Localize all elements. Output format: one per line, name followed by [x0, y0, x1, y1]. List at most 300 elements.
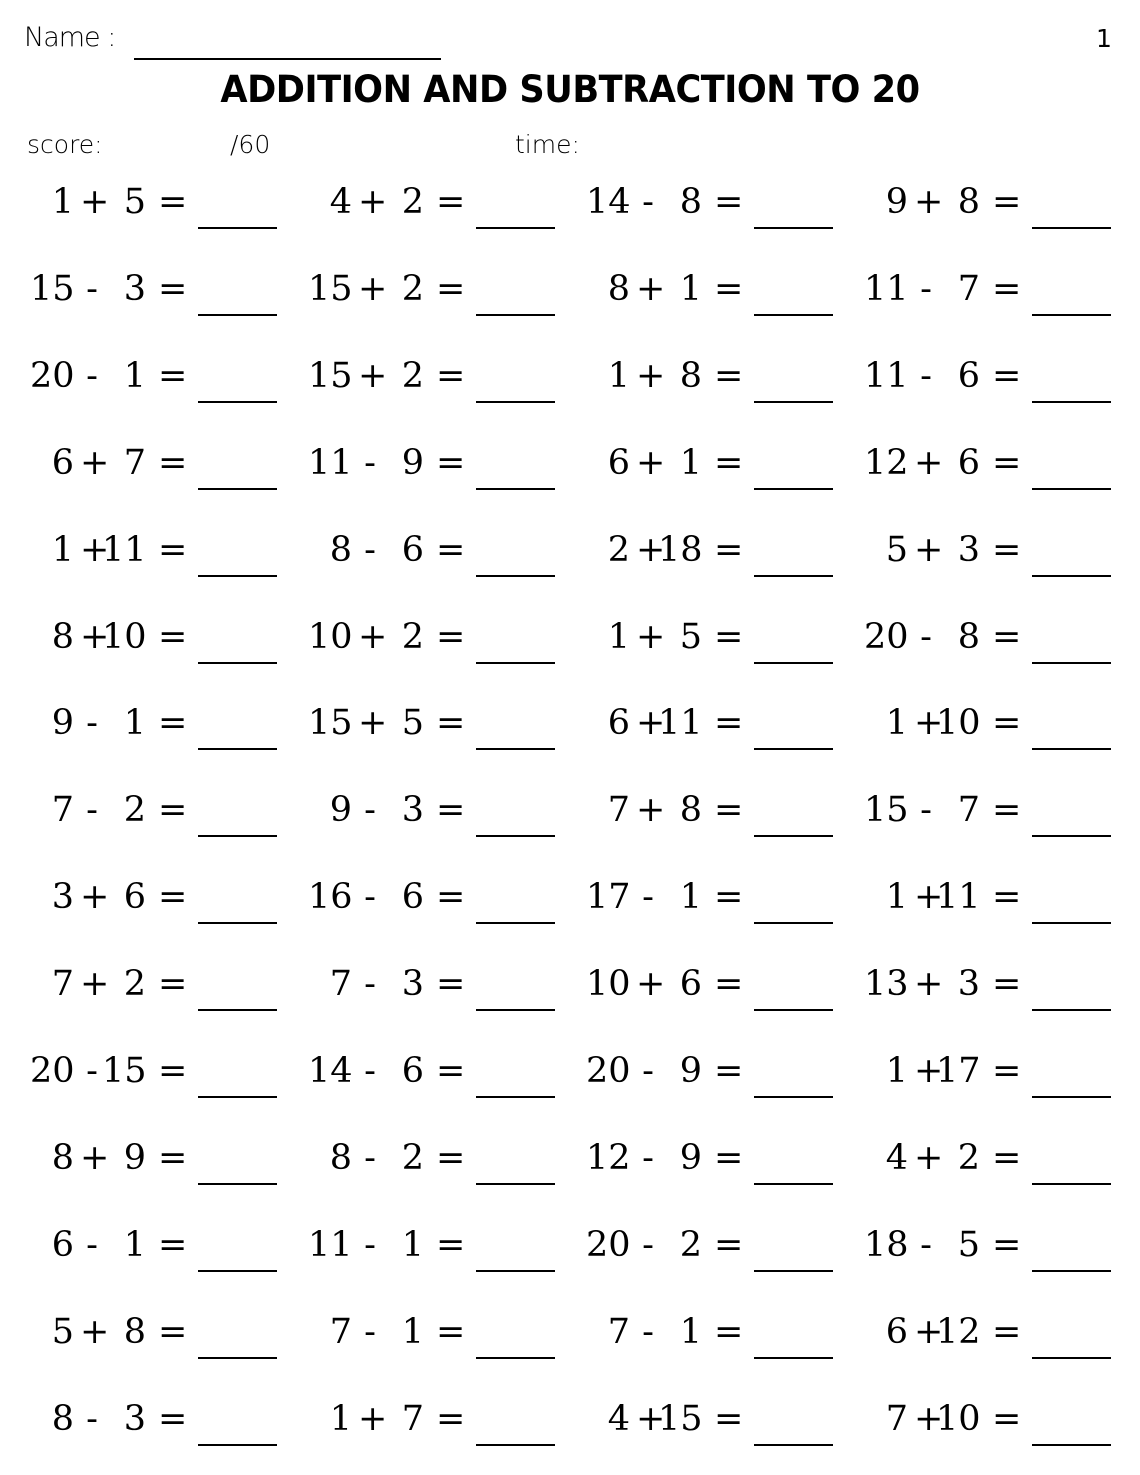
equals-sign: = [714, 1138, 744, 1178]
answer-blank[interactable] [198, 1357, 277, 1359]
operator: + [358, 1399, 388, 1439]
answer-blank[interactable] [198, 922, 277, 924]
second-operand: 7 [123, 443, 146, 483]
first-operand: 8 [329, 530, 352, 570]
second-operand: 11 [102, 530, 147, 570]
operator: + [80, 443, 110, 483]
first-operand: 15 [30, 269, 75, 309]
math-problem [864, 1387, 1140, 1447]
math-problem [308, 344, 586, 404]
problem-row [0, 257, 1140, 317]
answer-blank[interactable] [476, 1009, 555, 1011]
math-problem [30, 344, 308, 404]
answer-blank[interactable] [198, 401, 277, 403]
first-operand: 6 [607, 703, 630, 743]
operator: + [636, 443, 666, 483]
equals-sign: = [436, 443, 466, 483]
second-operand: 7 [957, 790, 980, 830]
answer-blank[interactable] [198, 835, 277, 837]
math-problem [308, 1300, 586, 1360]
answer-blank[interactable] [1032, 1096, 1111, 1098]
equals-sign: = [714, 443, 744, 483]
answer-blank[interactable] [476, 1270, 555, 1272]
first-operand: 6 [885, 1312, 908, 1352]
math-problem [308, 518, 586, 578]
math-problem [30, 605, 308, 665]
answer-blank[interactable] [476, 488, 555, 490]
first-operand: 7 [885, 1399, 908, 1439]
first-operand: 7 [51, 964, 74, 1004]
equals-sign: = [714, 790, 744, 830]
second-operand: 5 [957, 1225, 980, 1265]
math-problem [308, 170, 586, 230]
equals-sign: = [158, 269, 188, 309]
operator: - [920, 790, 932, 830]
operator: - [642, 877, 654, 917]
problem-row [0, 952, 1140, 1012]
first-operand: 12 [864, 443, 909, 483]
answer-blank[interactable] [1032, 748, 1111, 750]
math-problem [30, 1387, 308, 1447]
worksheet-title: ADDITION AND SUBTRACTION TO 20 [220, 68, 920, 111]
answer-blank[interactable] [198, 1444, 277, 1446]
second-operand: 9 [679, 1051, 702, 1091]
problem-row [0, 518, 1140, 578]
second-operand: 17 [936, 1051, 981, 1091]
second-operand: 10 [936, 1399, 981, 1439]
second-operand: 8 [679, 790, 702, 830]
problem-row [0, 778, 1140, 838]
first-operand: 15 [308, 269, 353, 309]
math-problem [30, 1213, 308, 1273]
answer-blank[interactable] [754, 1444, 833, 1446]
first-operand: 8 [329, 1138, 352, 1178]
equals-sign: = [992, 1138, 1022, 1178]
answer-blank[interactable] [1032, 1183, 1111, 1185]
first-operand: 6 [51, 443, 74, 483]
math-problem [864, 1039, 1140, 1099]
answer-blank[interactable] [1032, 1444, 1111, 1446]
equals-sign: = [436, 1225, 466, 1265]
operator: - [364, 877, 376, 917]
operator: + [358, 703, 388, 743]
first-operand: 14 [586, 182, 631, 222]
problem-row [0, 1300, 1140, 1360]
second-operand: 1 [679, 877, 702, 917]
math-problem [864, 344, 1140, 404]
first-operand: 3 [51, 877, 74, 917]
math-problem [308, 605, 586, 665]
second-operand: 18 [658, 530, 703, 570]
answer-blank[interactable] [476, 1444, 555, 1446]
math-problem [308, 1039, 586, 1099]
equals-sign: = [992, 617, 1022, 657]
answer-blank[interactable] [198, 1096, 277, 1098]
math-problem [586, 865, 864, 925]
math-problem [30, 170, 308, 230]
first-operand: 1 [885, 703, 908, 743]
first-operand: 1 [51, 182, 74, 222]
first-operand: 15 [864, 790, 909, 830]
answer-blank[interactable] [198, 314, 277, 316]
first-operand: 7 [607, 1312, 630, 1352]
operator: - [642, 1225, 654, 1265]
first-operand: 11 [864, 356, 909, 396]
operator: + [914, 1138, 944, 1178]
answer-blank[interactable] [1032, 227, 1111, 229]
first-operand: 11 [308, 443, 353, 483]
first-operand: 20 [864, 617, 909, 657]
equals-sign: = [992, 182, 1022, 222]
second-operand: 8 [123, 1312, 146, 1352]
math-problem [864, 778, 1140, 838]
second-operand: 8 [679, 356, 702, 396]
first-operand: 10 [308, 617, 353, 657]
math-problem [308, 1387, 586, 1447]
answer-blank[interactable] [1032, 488, 1111, 490]
second-operand: 6 [957, 356, 980, 396]
second-operand: 3 [123, 1399, 146, 1439]
equals-sign: = [714, 356, 744, 396]
second-operand: 1 [679, 269, 702, 309]
second-operand: 9 [401, 443, 424, 483]
math-problem [864, 170, 1140, 230]
first-operand: 6 [607, 443, 630, 483]
first-operand: 13 [864, 964, 909, 1004]
answer-blank[interactable] [198, 1270, 277, 1272]
equals-sign: = [992, 443, 1022, 483]
equals-sign: = [436, 530, 466, 570]
answer-blank[interactable] [754, 401, 833, 403]
equals-sign: = [158, 530, 188, 570]
equals-sign: = [714, 703, 744, 743]
first-operand: 11 [864, 269, 909, 309]
second-operand: 3 [957, 964, 980, 1004]
problem-row [0, 605, 1140, 665]
name-label: Name : [24, 22, 116, 53]
answer-blank[interactable] [476, 835, 555, 837]
first-operand: 18 [864, 1225, 909, 1265]
equals-sign: = [436, 877, 466, 917]
operator: + [80, 617, 110, 657]
answer-blank[interactable] [754, 922, 833, 924]
operator: - [86, 356, 98, 396]
first-operand: 1 [607, 356, 630, 396]
answer-blank[interactable] [198, 1009, 277, 1011]
math-problem [308, 865, 586, 925]
answer-blank[interactable] [754, 748, 833, 750]
math-problem [586, 691, 864, 751]
second-operand: 1 [679, 443, 702, 483]
second-operand: 2 [401, 356, 424, 396]
answer-blank[interactable] [198, 1183, 277, 1185]
first-operand: 8 [51, 1399, 74, 1439]
answer-blank[interactable] [754, 488, 833, 490]
problem-row [0, 1126, 1140, 1186]
operator: + [80, 1138, 110, 1178]
equals-sign: = [714, 530, 744, 570]
equals-sign: = [992, 877, 1022, 917]
second-operand: 2 [401, 1138, 424, 1178]
answer-blank[interactable] [754, 1009, 833, 1011]
math-problem [586, 518, 864, 578]
operator: + [914, 182, 944, 222]
equals-sign: = [436, 1051, 466, 1091]
answer-blank[interactable] [1032, 1357, 1111, 1359]
second-operand: 12 [936, 1312, 981, 1352]
second-operand: 11 [936, 877, 981, 917]
operator: - [86, 1399, 98, 1439]
first-operand: 7 [329, 1312, 352, 1352]
equals-sign: = [158, 790, 188, 830]
first-operand: 8 [51, 1138, 74, 1178]
operator: - [364, 1225, 376, 1265]
second-operand: 2 [957, 1138, 980, 1178]
equals-sign: = [992, 703, 1022, 743]
second-operand: 1 [123, 1225, 146, 1265]
problem-row [0, 1213, 1140, 1273]
operator: - [364, 964, 376, 1004]
answer-blank[interactable] [476, 227, 555, 229]
answer-blank[interactable] [1032, 575, 1111, 577]
answer-blank[interactable] [476, 401, 555, 403]
math-problem [586, 778, 864, 838]
second-operand: 2 [401, 269, 424, 309]
operator: + [636, 1399, 666, 1439]
second-operand: 6 [401, 1051, 424, 1091]
operator: - [642, 1138, 654, 1178]
operator: - [86, 1051, 98, 1091]
first-operand: 20 [30, 1051, 75, 1091]
equals-sign: = [992, 964, 1022, 1004]
equals-sign: = [158, 1399, 188, 1439]
second-operand: 3 [401, 790, 424, 830]
first-operand: 4 [885, 1138, 908, 1178]
operator: - [86, 790, 98, 830]
equals-sign: = [436, 1399, 466, 1439]
second-operand: 6 [957, 443, 980, 483]
operator: + [80, 1312, 110, 1352]
first-operand: 15 [308, 703, 353, 743]
answer-blank[interactable] [754, 227, 833, 229]
answer-blank[interactable] [754, 835, 833, 837]
answer-blank[interactable] [476, 575, 555, 577]
math-problem [586, 1387, 864, 1447]
first-operand: 20 [30, 356, 75, 396]
score-total: /60 [230, 130, 271, 159]
answer-blank[interactable] [754, 1183, 833, 1185]
equals-sign: = [992, 790, 1022, 830]
equals-sign: = [158, 703, 188, 743]
second-operand: 15 [102, 1051, 147, 1091]
answer-blank[interactable] [476, 922, 555, 924]
problem-row [0, 691, 1140, 751]
answer-blank[interactable] [198, 227, 277, 229]
math-problem [864, 952, 1140, 1012]
equals-sign: = [714, 1399, 744, 1439]
math-problem [30, 691, 308, 751]
math-problem [586, 952, 864, 1012]
second-operand: 7 [957, 269, 980, 309]
equals-sign: = [992, 530, 1022, 570]
first-operand: 16 [308, 877, 353, 917]
second-operand: 3 [957, 530, 980, 570]
first-operand: 7 [607, 790, 630, 830]
equals-sign: = [714, 269, 744, 309]
equals-sign: = [436, 1312, 466, 1352]
first-operand: 6 [51, 1225, 74, 1265]
time-label: time: [515, 130, 580, 159]
math-problem [308, 778, 586, 838]
equals-sign: = [714, 617, 744, 657]
math-problem [308, 952, 586, 1012]
math-problem [864, 1126, 1140, 1186]
first-operand: 4 [607, 1399, 630, 1439]
answer-blank[interactable] [1032, 662, 1111, 664]
math-problem [30, 431, 308, 491]
math-problem [864, 257, 1140, 317]
operator: - [364, 1138, 376, 1178]
equals-sign: = [992, 356, 1022, 396]
page-number: 1 [1096, 24, 1112, 53]
first-operand: 1 [885, 877, 908, 917]
second-operand: 2 [123, 964, 146, 1004]
math-problem [586, 605, 864, 665]
second-operand: 2 [401, 182, 424, 222]
math-problem [586, 257, 864, 317]
equals-sign: = [436, 964, 466, 1004]
first-operand: 5 [885, 530, 908, 570]
answer-blank[interactable] [476, 662, 555, 664]
operator: + [914, 964, 944, 1004]
answer-blank[interactable] [198, 662, 277, 664]
second-operand: 3 [401, 964, 424, 1004]
operator: + [80, 182, 110, 222]
answer-blank[interactable] [1032, 1270, 1111, 1272]
first-operand: 1 [607, 617, 630, 657]
operator: + [914, 877, 944, 917]
operator: - [920, 617, 932, 657]
second-operand: 8 [679, 182, 702, 222]
answer-blank[interactable] [476, 314, 555, 316]
second-operand: 9 [679, 1138, 702, 1178]
operator: - [364, 530, 376, 570]
equals-sign: = [158, 1225, 188, 1265]
math-problem [30, 1300, 308, 1360]
answer-blank[interactable] [1032, 835, 1111, 837]
second-operand: 5 [401, 703, 424, 743]
equals-sign: = [436, 617, 466, 657]
answer-blank[interactable] [198, 748, 277, 750]
operator: - [642, 1051, 654, 1091]
math-problem [864, 865, 1140, 925]
problem-row [0, 865, 1140, 925]
first-operand: 1 [329, 1399, 352, 1439]
answer-blank[interactable] [198, 488, 277, 490]
first-operand: 9 [329, 790, 352, 830]
operator: + [80, 530, 110, 570]
operator: + [80, 964, 110, 1004]
second-operand: 6 [401, 877, 424, 917]
math-problem [864, 691, 1140, 751]
second-operand: 2 [123, 790, 146, 830]
problem-row [0, 170, 1140, 230]
second-operand: 2 [679, 1225, 702, 1265]
first-operand: 1 [51, 530, 74, 570]
equals-sign: = [158, 1312, 188, 1352]
operator: + [358, 617, 388, 657]
operator: + [914, 1051, 944, 1091]
answer-blank[interactable] [1032, 314, 1111, 316]
math-problem [864, 605, 1140, 665]
second-operand: 1 [123, 703, 146, 743]
operator: - [86, 703, 98, 743]
first-operand: 20 [586, 1051, 631, 1091]
problem-row [0, 1039, 1140, 1099]
equals-sign: = [992, 1399, 1022, 1439]
answer-blank[interactable] [754, 314, 833, 316]
math-problem [308, 1126, 586, 1186]
equals-sign: = [714, 182, 744, 222]
operator: - [364, 1312, 376, 1352]
answer-blank[interactable] [754, 662, 833, 664]
operator: - [920, 356, 932, 396]
equals-sign: = [992, 1312, 1022, 1352]
answer-blank[interactable] [754, 575, 833, 577]
answer-blank[interactable] [1032, 1009, 1111, 1011]
math-problem [586, 1213, 864, 1273]
equals-sign: = [436, 1138, 466, 1178]
first-operand: 15 [308, 356, 353, 396]
operator: + [636, 964, 666, 1004]
equals-sign: = [158, 617, 188, 657]
equals-sign: = [436, 790, 466, 830]
equals-sign: = [992, 1051, 1022, 1091]
answer-blank[interactable] [476, 1357, 555, 1359]
answer-blank[interactable] [754, 1096, 833, 1098]
answer-blank[interactable] [476, 1183, 555, 1185]
equals-sign: = [158, 1051, 188, 1091]
operator: + [80, 877, 110, 917]
equals-sign: = [992, 269, 1022, 309]
operator: + [914, 1399, 944, 1439]
first-operand: 9 [51, 703, 74, 743]
operator: + [914, 703, 944, 743]
answer-blank[interactable] [1032, 401, 1111, 403]
second-operand: 1 [679, 1312, 702, 1352]
math-problem [586, 1300, 864, 1360]
first-operand: 2 [607, 530, 630, 570]
answer-blank[interactable] [198, 575, 277, 577]
equals-sign: = [714, 964, 744, 1004]
name-answer-line[interactable] [134, 58, 441, 60]
operator: - [364, 443, 376, 483]
answer-blank[interactable] [476, 748, 555, 750]
operator: + [636, 269, 666, 309]
second-operand: 1 [401, 1225, 424, 1265]
score-label: score: [27, 130, 103, 159]
operator: - [920, 269, 932, 309]
answer-blank[interactable] [476, 1096, 555, 1098]
operator: + [914, 1312, 944, 1352]
answer-blank[interactable] [754, 1270, 833, 1272]
math-problem [864, 431, 1140, 491]
second-operand: 6 [123, 877, 146, 917]
answer-blank[interactable] [754, 1357, 833, 1359]
equals-sign: = [158, 356, 188, 396]
answer-blank[interactable] [1032, 922, 1111, 924]
math-problem [864, 518, 1140, 578]
